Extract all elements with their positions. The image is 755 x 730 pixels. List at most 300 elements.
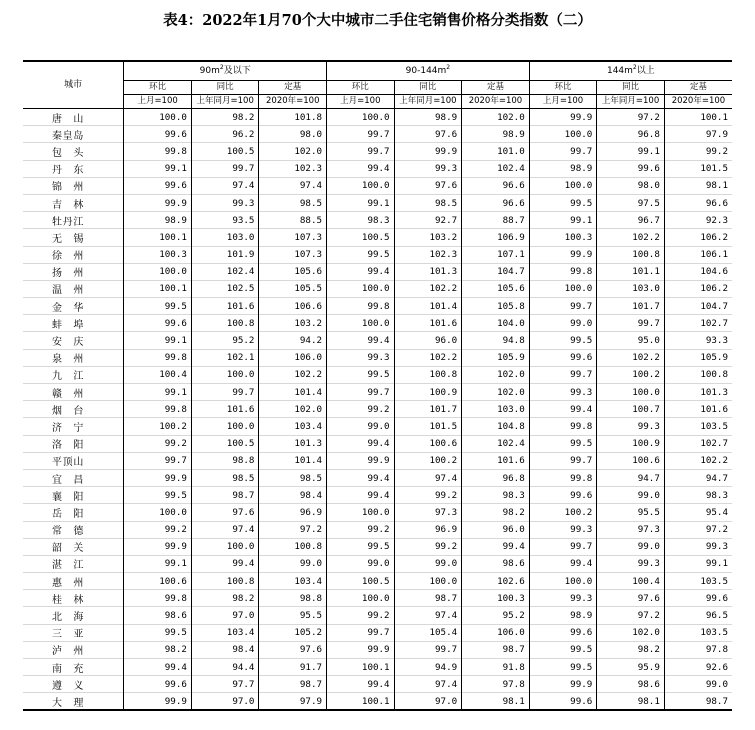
index-value: 100.9 bbox=[597, 435, 665, 452]
index-value: 100.2 bbox=[124, 418, 192, 435]
table-row bbox=[23, 521, 732, 538]
index-value: 99.3 bbox=[394, 160, 462, 177]
index-value: 99.4 bbox=[529, 555, 597, 572]
index-value: 98.7 bbox=[394, 590, 462, 607]
city-name: 平顶山 bbox=[23, 452, 124, 469]
index-value: 100.0 bbox=[124, 504, 192, 521]
table-row bbox=[23, 469, 732, 486]
base-header: 上月=100 bbox=[327, 95, 395, 109]
index-value: 100.0 bbox=[327, 177, 395, 194]
index-value: 99.3 bbox=[529, 521, 597, 538]
index-value: 98.5 bbox=[259, 194, 327, 211]
index-value: 98.1 bbox=[597, 693, 665, 710]
index-value: 107.3 bbox=[259, 229, 327, 246]
city-name: 烟台 bbox=[23, 401, 124, 418]
sub-header: 定基 bbox=[259, 81, 327, 95]
base-header: 2020年=100 bbox=[664, 95, 732, 109]
city-name: 无锡 bbox=[23, 229, 124, 246]
index-value: 101.4 bbox=[394, 298, 462, 315]
index-value: 100.5 bbox=[327, 229, 395, 246]
table-row bbox=[23, 435, 732, 452]
index-value: 100.0 bbox=[529, 280, 597, 297]
index-value: 96.9 bbox=[259, 504, 327, 521]
index-value: 100.1 bbox=[124, 229, 192, 246]
index-value: 104.7 bbox=[462, 263, 530, 280]
table-row bbox=[23, 229, 732, 246]
index-value: 97.2 bbox=[705, 524, 728, 536]
index-value: 99.9 bbox=[394, 143, 462, 160]
index-value: 98.5 bbox=[191, 469, 259, 486]
table-row bbox=[23, 246, 732, 263]
index-value: 100.0 bbox=[394, 573, 462, 590]
city-name: 锦州 bbox=[23, 177, 124, 194]
index-value: 105.9 bbox=[700, 352, 728, 364]
table-row bbox=[23, 607, 732, 624]
table-row bbox=[23, 641, 732, 658]
table-row bbox=[23, 573, 732, 590]
city-name: 包头 bbox=[23, 143, 124, 160]
table-row bbox=[23, 212, 732, 229]
index-value: 99.9 bbox=[124, 194, 192, 211]
index-value: 99.3 bbox=[705, 541, 728, 553]
index-value: 96.8 bbox=[597, 126, 665, 143]
index-value: 102.7 bbox=[700, 438, 728, 450]
index-value: 98.7 bbox=[191, 487, 259, 504]
city-name: 秦皇岛 bbox=[23, 126, 124, 143]
city-name: 牡丹江 bbox=[23, 212, 124, 229]
table-row bbox=[23, 384, 732, 401]
index-value: 100.6 bbox=[597, 452, 665, 469]
index-value: 99.3 bbox=[529, 384, 597, 401]
index-value: 99.7 bbox=[124, 452, 192, 469]
index-value: 97.4 bbox=[394, 607, 462, 624]
index-value: 99.2 bbox=[327, 607, 395, 624]
index-value: 102.1 bbox=[191, 349, 259, 366]
index-value: 101.3 bbox=[394, 263, 462, 280]
index-value: 99.4 bbox=[327, 676, 395, 693]
index-value: 100.8 bbox=[597, 246, 665, 263]
index-value: 100.1 bbox=[327, 693, 395, 710]
index-value: 99.6 bbox=[124, 315, 192, 332]
index-value: 105.9 bbox=[462, 349, 530, 366]
index-value: 102.3 bbox=[259, 160, 327, 177]
city-name: 金华 bbox=[23, 298, 124, 315]
index-value: 99.3 bbox=[327, 349, 395, 366]
index-value: 101.5 bbox=[394, 418, 462, 435]
index-value: 97.8 bbox=[705, 644, 728, 656]
index-value: 99.8 bbox=[529, 469, 597, 486]
index-value: 99.3 bbox=[597, 418, 665, 435]
index-value: 104.0 bbox=[462, 315, 530, 332]
table-row bbox=[23, 280, 732, 297]
page-title: 表4：2022年1月70个大中城市二手住宅销售价格分类指数（二） bbox=[163, 12, 592, 29]
index-value: 101.5 bbox=[700, 163, 728, 175]
index-value: 96.7 bbox=[597, 212, 665, 229]
index-value: 102.2 bbox=[597, 349, 665, 366]
index-value: 99.5 bbox=[327, 366, 395, 383]
city-name: 温州 bbox=[23, 280, 124, 297]
index-value: 99.0 bbox=[597, 487, 665, 504]
index-value: 99.7 bbox=[529, 366, 597, 383]
index-value: 99.4 bbox=[327, 435, 395, 452]
index-value: 97.3 bbox=[597, 521, 665, 538]
index-value: 98.1 bbox=[462, 693, 530, 710]
table-row bbox=[23, 676, 732, 693]
index-value: 88.7 bbox=[462, 212, 530, 229]
city-name: 吉林 bbox=[23, 194, 124, 211]
index-value: 101.6 bbox=[191, 298, 259, 315]
index-value: 98.2 bbox=[462, 504, 530, 521]
index-value: 99.2 bbox=[124, 435, 192, 452]
index-value: 104.6 bbox=[700, 266, 728, 278]
index-value: 102.2 bbox=[700, 455, 728, 467]
index-value: 91.8 bbox=[462, 659, 530, 676]
index-value: 99.9 bbox=[124, 538, 192, 555]
city-name: 济宁 bbox=[23, 418, 124, 435]
index-value: 98.8 bbox=[259, 590, 327, 607]
city-name: 南充 bbox=[23, 659, 124, 676]
base-header-row bbox=[23, 95, 732, 109]
city-name: 丹东 bbox=[23, 160, 124, 177]
index-value: 95.2 bbox=[191, 332, 259, 349]
index-value: 95.5 bbox=[597, 504, 665, 521]
table-row bbox=[23, 332, 732, 349]
index-value: 94.9 bbox=[394, 659, 462, 676]
index-value: 99.5 bbox=[529, 332, 597, 349]
index-value: 92.7 bbox=[394, 212, 462, 229]
index-value: 102.4 bbox=[462, 435, 530, 452]
sub-header: 同比 bbox=[597, 81, 665, 95]
index-value: 102.7 bbox=[700, 317, 728, 329]
index-value: 95.9 bbox=[597, 659, 665, 676]
index-value: 96.0 bbox=[462, 521, 530, 538]
index-value: 99.8 bbox=[124, 143, 192, 160]
table-row bbox=[23, 418, 732, 435]
index-value: 103.0 bbox=[462, 401, 530, 418]
index-value: 101.1 bbox=[597, 263, 665, 280]
index-value: 101.7 bbox=[394, 401, 462, 418]
index-value: 100.2 bbox=[394, 452, 462, 469]
index-value: 94.7 bbox=[597, 469, 665, 486]
index-value: 101.8 bbox=[259, 109, 327, 126]
index-value: 102.2 bbox=[597, 229, 665, 246]
index-value: 100.1 bbox=[124, 280, 192, 297]
base-header: 2020年=100 bbox=[259, 95, 327, 109]
index-value: 99.1 bbox=[124, 332, 192, 349]
index-value: 94.4 bbox=[191, 659, 259, 676]
index-value: 101.0 bbox=[462, 143, 530, 160]
table-row bbox=[23, 160, 732, 177]
index-value: 101.4 bbox=[259, 452, 327, 469]
index-value: 98.4 bbox=[191, 641, 259, 658]
index-value: 99.7 bbox=[327, 384, 395, 401]
table-row bbox=[23, 298, 732, 315]
index-value: 101.3 bbox=[700, 386, 728, 398]
index-value: 98.6 bbox=[462, 555, 530, 572]
index-value: 100.0 bbox=[529, 126, 597, 143]
index-value: 100.0 bbox=[124, 263, 192, 280]
city-name: 九江 bbox=[23, 366, 124, 383]
city-name: 桂林 bbox=[23, 590, 124, 607]
index-value: 99.1 bbox=[124, 160, 192, 177]
table-row bbox=[23, 487, 732, 504]
index-value: 99.0 bbox=[705, 678, 728, 690]
index-value: 101.9 bbox=[191, 246, 259, 263]
index-value: 100.6 bbox=[124, 573, 192, 590]
index-value: 94.2 bbox=[259, 332, 327, 349]
index-value: 102.0 bbox=[597, 624, 665, 641]
index-value: 100.0 bbox=[327, 280, 395, 297]
index-value: 96.8 bbox=[462, 469, 530, 486]
index-value: 99.6 bbox=[529, 624, 597, 641]
index-value: 100.5 bbox=[327, 573, 395, 590]
index-value: 96.2 bbox=[191, 126, 259, 143]
index-value: 99.4 bbox=[191, 555, 259, 572]
index-value: 99.1 bbox=[529, 212, 597, 229]
index-value: 100.0 bbox=[327, 315, 395, 332]
index-value: 102.6 bbox=[462, 573, 530, 590]
index-value: 99.9 bbox=[327, 452, 395, 469]
index-value: 93.3 bbox=[705, 335, 728, 347]
index-value: 97.5 bbox=[597, 194, 665, 211]
city-name: 洛阳 bbox=[23, 435, 124, 452]
city-name: 宜昌 bbox=[23, 469, 124, 486]
city-name: 徐州 bbox=[23, 246, 124, 263]
index-value: 97.9 bbox=[259, 693, 327, 710]
base-header: 上年同月=100 bbox=[191, 95, 259, 109]
index-value: 103.2 bbox=[259, 315, 327, 332]
city-name: 岳阳 bbox=[23, 504, 124, 521]
index-value: 99.9 bbox=[327, 641, 395, 658]
index-value: 99.8 bbox=[327, 298, 395, 315]
index-value: 100.5 bbox=[191, 435, 259, 452]
index-value: 98.9 bbox=[462, 126, 530, 143]
index-value: 99.2 bbox=[327, 401, 395, 418]
index-value: 99.4 bbox=[529, 401, 597, 418]
index-value: 99.6 bbox=[529, 487, 597, 504]
table-row bbox=[23, 315, 732, 332]
index-value: 91.7 bbox=[259, 659, 327, 676]
index-value: 99.1 bbox=[124, 555, 192, 572]
index-value: 96.9 bbox=[394, 521, 462, 538]
index-value: 98.9 bbox=[124, 212, 192, 229]
table-row bbox=[23, 555, 732, 572]
index-value: 99.2 bbox=[124, 521, 192, 538]
index-value: 98.9 bbox=[529, 607, 597, 624]
index-value: 99.7 bbox=[327, 143, 395, 160]
index-value: 92.6 bbox=[705, 661, 728, 673]
index-value: 100.0 bbox=[327, 109, 395, 126]
index-value: 105.6 bbox=[259, 263, 327, 280]
index-value: 99.0 bbox=[529, 315, 597, 332]
city-name: 赣州 bbox=[23, 384, 124, 401]
sub-header: 定基 bbox=[664, 81, 732, 95]
sub-header: 环比 bbox=[327, 81, 395, 95]
index-value: 102.2 bbox=[259, 366, 327, 383]
index-value: 106.0 bbox=[259, 349, 327, 366]
index-value: 105.4 bbox=[394, 624, 462, 641]
index-value: 99.5 bbox=[529, 194, 597, 211]
index-value: 99.2 bbox=[327, 521, 395, 538]
index-value: 99.9 bbox=[529, 676, 597, 693]
index-value: 105.8 bbox=[462, 298, 530, 315]
index-value: 96.6 bbox=[462, 194, 530, 211]
index-value: 103.4 bbox=[259, 418, 327, 435]
table-row bbox=[23, 504, 732, 521]
table-row bbox=[23, 126, 732, 143]
index-value: 100.8 bbox=[191, 315, 259, 332]
index-value: 99.6 bbox=[597, 160, 665, 177]
index-value: 98.0 bbox=[259, 126, 327, 143]
sub-header: 环比 bbox=[124, 81, 192, 95]
index-value: 106.0 bbox=[462, 624, 530, 641]
sub-header-row bbox=[23, 81, 732, 95]
table-row bbox=[23, 143, 732, 160]
index-value: 97.2 bbox=[597, 109, 665, 126]
index-value: 100.1 bbox=[700, 111, 728, 123]
index-value: 105.6 bbox=[462, 280, 530, 297]
index-value: 102.0 bbox=[462, 109, 530, 126]
index-value: 97.2 bbox=[597, 607, 665, 624]
index-value: 99.1 bbox=[597, 143, 665, 160]
sub-header: 同比 bbox=[191, 81, 259, 95]
index-value: 100.3 bbox=[529, 229, 597, 246]
index-value: 103.5 bbox=[700, 575, 728, 587]
index-value: 102.0 bbox=[462, 366, 530, 383]
index-value: 99.0 bbox=[259, 555, 327, 572]
index-value: 106.6 bbox=[259, 298, 327, 315]
index-value: 97.6 bbox=[394, 177, 462, 194]
index-value: 98.9 bbox=[394, 109, 462, 126]
index-value: 99.5 bbox=[529, 659, 597, 676]
index-value: 100.0 bbox=[529, 177, 597, 194]
city-name: 惠州 bbox=[23, 573, 124, 590]
index-value: 99.4 bbox=[124, 659, 192, 676]
table-row bbox=[23, 401, 732, 418]
index-value: 102.0 bbox=[259, 401, 327, 418]
index-value: 99.4 bbox=[327, 332, 395, 349]
index-value: 100.5 bbox=[191, 143, 259, 160]
index-value: 99.8 bbox=[124, 590, 192, 607]
table-row bbox=[23, 693, 732, 710]
index-value: 99.6 bbox=[705, 592, 728, 604]
index-value: 99.9 bbox=[124, 693, 192, 710]
index-value: 101.6 bbox=[191, 401, 259, 418]
index-value: 97.4 bbox=[191, 177, 259, 194]
index-value: 96.0 bbox=[394, 332, 462, 349]
index-value: 99.9 bbox=[529, 109, 597, 126]
index-value: 98.1 bbox=[705, 180, 728, 192]
index-value: 99.7 bbox=[327, 624, 395, 641]
index-value: 99.8 bbox=[529, 263, 597, 280]
index-value: 88.5 bbox=[259, 212, 327, 229]
index-value: 99.0 bbox=[394, 555, 462, 572]
index-value: 98.7 bbox=[462, 641, 530, 658]
group-header-90-below: $90m^2$及以下 bbox=[124, 61, 327, 81]
table-row bbox=[23, 624, 732, 641]
index-value: 99.7 bbox=[597, 315, 665, 332]
base-header: 上月=100 bbox=[124, 95, 192, 109]
index-value: 99.2 bbox=[705, 145, 728, 157]
index-value: 99.7 bbox=[191, 160, 259, 177]
city-name: 三亚 bbox=[23, 624, 124, 641]
index-value: 100.6 bbox=[394, 435, 462, 452]
sub-header: 定基 bbox=[462, 81, 530, 95]
index-value: 95.2 bbox=[462, 607, 530, 624]
index-value: 99.7 bbox=[529, 452, 597, 469]
table-row bbox=[23, 366, 732, 383]
index-value: 103.2 bbox=[394, 229, 462, 246]
city-name: 蚌埠 bbox=[23, 315, 124, 332]
index-value: 97.6 bbox=[597, 590, 665, 607]
index-value: 100.4 bbox=[597, 573, 665, 590]
index-value: 98.7 bbox=[705, 695, 728, 707]
base-header: 上年同月=100 bbox=[597, 95, 665, 109]
index-value: 97.3 bbox=[394, 504, 462, 521]
index-value: 97.6 bbox=[394, 126, 462, 143]
index-value: 100.3 bbox=[462, 590, 530, 607]
index-value: 99.1 bbox=[327, 194, 395, 211]
index-value: 98.7 bbox=[259, 676, 327, 693]
index-value: 98.4 bbox=[259, 487, 327, 504]
index-value: 100.3 bbox=[124, 246, 192, 263]
index-value: 98.0 bbox=[597, 177, 665, 194]
index-value: 104.8 bbox=[462, 418, 530, 435]
index-value: 99.5 bbox=[529, 435, 597, 452]
index-value: 98.8 bbox=[191, 452, 259, 469]
index-value: 103.5 bbox=[700, 420, 728, 432]
index-value: 97.7 bbox=[191, 676, 259, 693]
index-value: 100.8 bbox=[700, 369, 728, 381]
index-value: 102.3 bbox=[394, 246, 462, 263]
index-value: 102.4 bbox=[462, 160, 530, 177]
index-value: 99.7 bbox=[327, 126, 395, 143]
index-value: 99.5 bbox=[327, 246, 395, 263]
index-value: 107.1 bbox=[462, 246, 530, 263]
index-value: 99.8 bbox=[124, 349, 192, 366]
table-row bbox=[23, 538, 732, 555]
index-value: 97.6 bbox=[191, 504, 259, 521]
table-row bbox=[23, 177, 732, 194]
index-value: 99.0 bbox=[327, 418, 395, 435]
index-value: 100.0 bbox=[327, 504, 395, 521]
table-row bbox=[23, 109, 732, 126]
index-value: 103.4 bbox=[191, 624, 259, 641]
city-name: 北海 bbox=[23, 607, 124, 624]
index-value: 100.2 bbox=[597, 366, 665, 383]
index-value: 100.8 bbox=[259, 538, 327, 555]
index-value: 99.4 bbox=[327, 487, 395, 504]
index-value: 100.0 bbox=[327, 590, 395, 607]
index-value: 99.1 bbox=[705, 558, 728, 570]
table-row bbox=[23, 659, 732, 676]
index-value: 98.2 bbox=[124, 641, 192, 658]
index-value: 99.4 bbox=[327, 263, 395, 280]
index-value: 106.1 bbox=[700, 249, 728, 261]
index-value: 101.6 bbox=[462, 452, 530, 469]
index-value: 103.4 bbox=[259, 573, 327, 590]
city-name: 大理 bbox=[23, 693, 124, 710]
city-name: 泸州 bbox=[23, 641, 124, 658]
index-value: 103.0 bbox=[191, 229, 259, 246]
index-value: 97.4 bbox=[259, 177, 327, 194]
table-row bbox=[23, 349, 732, 366]
index-value: 99.3 bbox=[597, 555, 665, 572]
index-value: 99.4 bbox=[327, 160, 395, 177]
index-value: 106.2 bbox=[700, 283, 728, 295]
index-value: 99.2 bbox=[394, 538, 462, 555]
index-value: 99.7 bbox=[529, 298, 597, 315]
